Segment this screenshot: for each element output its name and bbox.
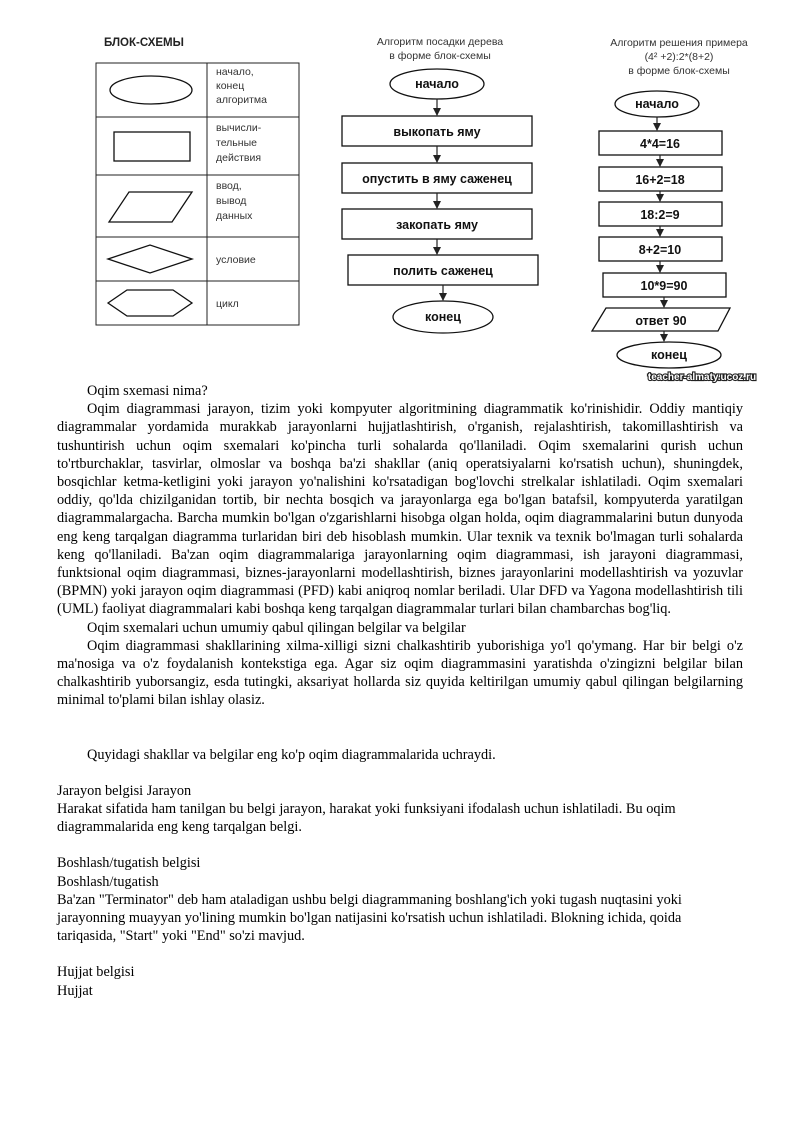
process-shape-icon	[114, 132, 190, 161]
section-body: Ba'zan "Terminator" deb ham ataladigan ushbu belgi diagrammaning boshlang'ich yoki tugash nuqtasini yoki jarayonning muayyan yo'lining mumkin bo'lgan natijasini ko'rsatish uchun ishlatiladi. Blokning ichida, qoida tariqasida, "Start" yoki "End" so'zi mavjud.	[57, 891, 682, 945]
terminator-shape-icon	[110, 76, 192, 104]
legend-label-line: цикл	[216, 298, 239, 310]
heading-common-symbols: Oqim sxemalari uchun umumiy qabul qilingan belgilar va belgilar	[87, 619, 466, 636]
paragraph: Quyidagi shakllar va belgilar eng ko'p oqim diagrammalarida uchraydi.	[87, 746, 496, 763]
example-title-line: в форме блок-схемы	[628, 65, 730, 77]
paragraph: Oqim diagrammasi shakllarining xilma-xilligi sizni chalkashtirib yuborishiga yo'l qo'ymang. Har bir belgi o'z ma'nosiga va o'z foydalanish kontekstiga ega. Agar siz oqim diagrammasini yaratishda o'zingizni belgilar bilan chalkashtirib yuborsangiz, esda tutingki, aksariyat hollarda siz quyida keltirilgan umumiy qabul qilingan belgilarning minimal to'plami bilan ishlay olasiz.	[57, 637, 743, 709]
section-body: Harakat sifatida ham tanilgan bu belgi jarayon, harakat yoki funksiyani ifodalash uchun ishlatiladi. Bu oqim diagrammalarida eng keng tarqalgan belgi.	[57, 801, 676, 836]
legend-label-line: начало,	[216, 66, 254, 78]
legend-label-line: ввод,	[216, 180, 242, 192]
tree-step-label: полить саженец	[393, 264, 493, 278]
example-title-line: (4² +2):2*(8+2)	[644, 51, 714, 63]
legend-label-line: данных	[216, 210, 253, 222]
example-step-label: 4*4=16	[640, 137, 680, 151]
example-title-line: Алгоритм решения примера	[610, 37, 748, 49]
legend-label-line: вычисли-	[216, 122, 262, 134]
io-parallelogram-icon	[109, 192, 192, 222]
legend-label-line: условие	[216, 254, 256, 266]
example-step-label: 18:2=9	[640, 208, 680, 222]
tree-start-label: начало	[415, 77, 459, 91]
section-subtitle: Hujjat	[57, 982, 93, 999]
tree-end-label: конец	[425, 310, 461, 324]
heading-what-is-flowchart: Oqim sxemasi nima?	[87, 383, 208, 399]
condition-diamond-icon	[108, 245, 192, 273]
article-body	[57, 382, 743, 1000]
section-subtitle: Boshlash/tugatish	[57, 873, 159, 890]
tree-title-line: в форме блок-схемы	[389, 50, 491, 62]
legend-label-line: вывод	[216, 195, 247, 207]
section-title: Boshlash/tugatish belgisi	[57, 855, 201, 872]
section-title: Jarayon belgisi Jarayon	[57, 782, 192, 799]
legend-table	[96, 63, 299, 325]
tree-title-line: Алгоритм посадки дерева	[376, 36, 504, 48]
tree-planting-flowchart	[342, 36, 538, 333]
tree-step-label: опустить в яму саженец	[362, 172, 512, 186]
example-step-label: 8+2=10	[638, 243, 682, 257]
flowchart-figure	[0, 0, 800, 390]
example-output-label: ответ 90	[635, 314, 687, 328]
paragraph: Oqim diagrammasi jarayon, tizim yoki kompyuter algoritmining diagrammatik ko'rinishidir. Oddiy mantiqiy diagrammalar yordamida murakkab jarayonlarni hujjatlashtirish, o'rganish, rejalashtirish, takomillashtirish va tushuntirish uchun oqim sxemalari ko'pincha turli sohalarda qo'llaniladi. Oqim sxemalarini qurish uchun to'rtburchaklar, tasvirlar, olmoslar va boshqa ba'zi shakllar (aniq operatsiyalarni ko'rsatish uchun), shuningdek, bosqichlar ketma-ketligini yoki jarayon yo'nalishini ko'rsatadigan bog'lovchi strelkalar ishlatiladi. Oqim sxemalari oddiy, qo'lda chizilganidan tortib, bir nechta bosqich va jarayonlarga ega bo'lgan batafsil, kompyuterda yaratilgan diagrammalargacha. Barcha mumkin bo'lgan o'zgarishlarni hisobga olgan holda, oqim diagrammalarini butun dunyoda eng keng tarqalgan diagramma turlaridan biri deb hisoblash mumkin. Ular texnik va texnik bo'lmagan turli sohalarda keng qo'llaniladi. Ba'zan oqim diagrammalariga jarayonlarning oqim diagrammasi, ish jarayoni diagrammasi, funktsional oqim diagrammasi, biznes-jarayonlarni modellashtirish, biznes jarayonlarini modellashtirish va yozuvlar (BPMN) yoki jarayon oqim diagrammasi (PFD) kabi aniqroq nomlar beriladi. Ular DFD va Yagona modellashtirish tili (UML) faoliyat diagrammalari kabi boshqa keng tarqalgan diagrammalar turlari bilan chambarchas bog'liq.	[57, 401, 743, 618]
section-terminator-symbol	[57, 854, 743, 945]
loop-hexagon-icon	[108, 290, 192, 316]
example-start-label: начало	[635, 97, 679, 111]
section-document-symbol	[57, 963, 743, 999]
example-end-label: конец	[651, 348, 687, 362]
tree-step-label: выкопать яму	[393, 125, 481, 139]
legend-label-line: действия	[216, 152, 262, 164]
spacer	[57, 710, 743, 746]
tree-step-label: закопать яму	[396, 218, 478, 232]
section-title: Hujjat belgisi	[57, 964, 135, 981]
example-flowchart	[592, 37, 748, 368]
section-process-symbol	[57, 782, 743, 837]
watermark-text: teacher-almaty.ucoz.ru	[647, 372, 757, 383]
example-step-label: 10*9=90	[640, 279, 688, 293]
blok-schemes-title: БЛОК-СХЕМЫ	[104, 37, 184, 49]
example-step-label: 16+2=18	[635, 173, 685, 187]
legend-label-line: тельные	[216, 137, 257, 149]
legend-label-line: алгоритма	[216, 94, 267, 106]
legend-label-line: конец	[216, 80, 245, 92]
